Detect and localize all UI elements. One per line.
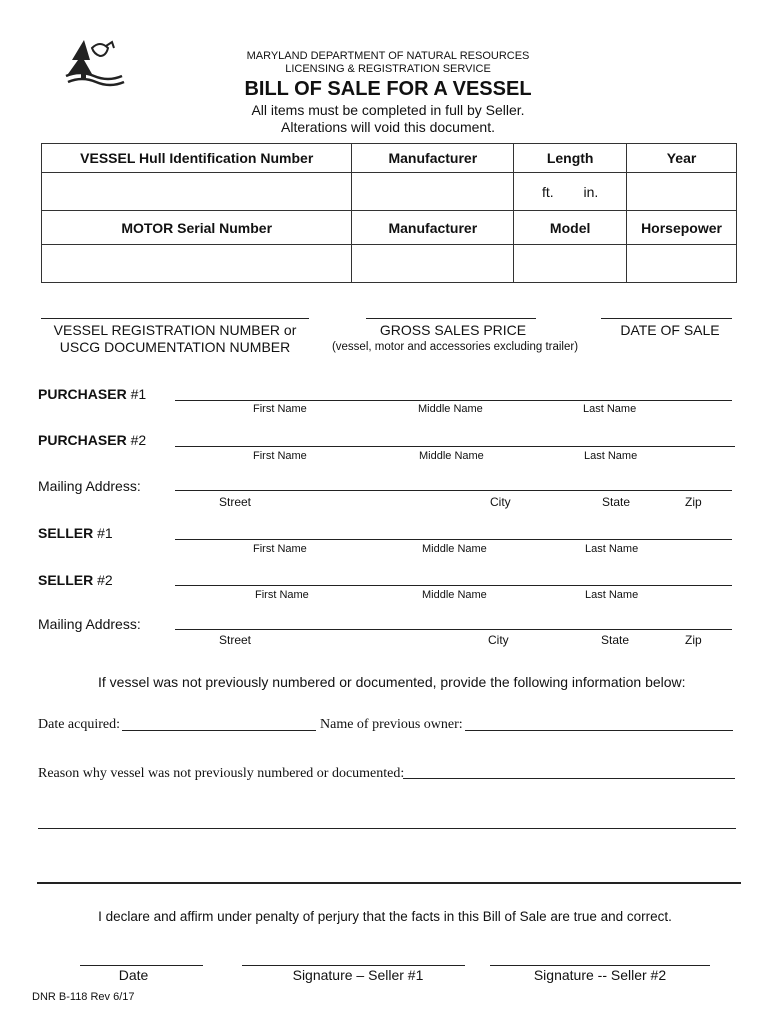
purchaser-city: City: [490, 495, 511, 509]
gross-price-label: GROSS SALES PRICE: [379, 322, 527, 338]
registration-label-2: USCG DOCUMENTATION NUMBER: [59, 339, 291, 355]
vessel-manufacturer-cell[interactable]: [352, 173, 514, 211]
motor-manufacturer-cell[interactable]: [352, 245, 514, 283]
purchaser-1-last: Last Name: [583, 403, 637, 415]
purchaser-2-last: Last Name: [584, 450, 638, 462]
reason-line[interactable]: [403, 778, 735, 779]
motor-serial-cell[interactable]: [42, 245, 352, 283]
date-of-sale-label: DATE OF SALE: [620, 322, 720, 338]
motor-serial-input[interactable]: [42, 255, 355, 272]
purchaser-state: State: [602, 495, 631, 509]
seller-2-signature-label: Signature -- Seller #2: [533, 967, 667, 983]
seller-mailing-line[interactable]: [175, 629, 732, 630]
purchaser-street: Street: [219, 495, 252, 509]
seller-1-signature-label: Signature – Seller #1: [292, 967, 424, 983]
model-header: Model: [514, 211, 627, 245]
instruction-line-2: Alterations will void this document.: [281, 119, 495, 135]
motor-manufacturer-input[interactable]: [352, 255, 517, 272]
motor-manufacturer-header: Manufacturer: [352, 211, 514, 245]
seller-2-line[interactable]: [175, 585, 732, 586]
seller-state: State: [601, 633, 630, 647]
hull-id-cell[interactable]: [42, 173, 352, 211]
gross-price-note: (vessel, motor and accessories excluding trailer): [331, 341, 579, 353]
seller-zip: Zip: [685, 633, 702, 647]
purchaser-1-label: PURCHASER #1: [38, 386, 147, 402]
seller-1-last: Last Name: [585, 543, 639, 555]
previous-owner-line[interactable]: [465, 730, 733, 731]
seller-2-signature-line[interactable]: [490, 965, 710, 966]
section-divider: [37, 882, 741, 884]
prior-info-intro: If vessel was not previously numbered or documented, provide the following information below:: [98, 674, 686, 690]
previous-owner-label: Name of previous owner:: [320, 717, 463, 732]
form-id: DNR B-118 Rev 6/17: [32, 991, 135, 1003]
horsepower-input[interactable]: [627, 255, 740, 272]
page-title: BILL OF SALE FOR A VESSEL: [244, 78, 532, 100]
seller-1-middle: Middle Name: [422, 543, 487, 555]
date-signature-line[interactable]: [80, 965, 203, 966]
seller-1-signature-line[interactable]: [242, 965, 465, 966]
length-ft-label: ft.: [541, 183, 554, 200]
vessel-motor-table: [41, 143, 737, 283]
date-signature-label: Date: [118, 967, 149, 983]
purchaser-mailing-line[interactable]: [175, 490, 732, 491]
gross-price-line[interactable]: [366, 318, 536, 319]
purchaser-2-middle: Middle Name: [419, 450, 484, 462]
declaration-text: I declare and affirm under penalty of perjury that the facts in this Bill of Sale are true and correct.: [98, 909, 672, 924]
length-in-label: in.: [583, 183, 599, 200]
model-cell[interactable]: [514, 245, 627, 283]
registration-number-line[interactable]: [41, 318, 309, 319]
motor-serial-header: MOTOR Serial Number: [42, 211, 352, 245]
reason-line-2[interactable]: [38, 828, 736, 829]
purchaser-1-middle: Middle Name: [418, 403, 483, 415]
date-of-sale-line[interactable]: [601, 318, 732, 319]
purchaser-zip: Zip: [685, 495, 702, 509]
instruction-line-1: All items must be completed in full by Seller.: [251, 102, 525, 118]
length-cell[interactable]: [514, 173, 627, 211]
purchaser-2-line[interactable]: [175, 446, 735, 447]
seller-2-first: First Name: [255, 589, 309, 601]
seller-mailing-label: Mailing Address:: [38, 616, 141, 632]
hull-id-input[interactable]: [42, 183, 355, 200]
service-name: LICENSING & REGISTRATION SERVICE: [285, 63, 491, 75]
seller-2-middle: Middle Name: [422, 589, 487, 601]
length-header: Length: [514, 144, 627, 173]
year-input[interactable]: [627, 183, 740, 200]
year-header: Year: [627, 144, 737, 173]
horsepower-header: Horsepower: [627, 211, 737, 245]
seller-1-label: SELLER #1: [38, 525, 113, 541]
purchaser-2-first: First Name: [253, 450, 307, 462]
seller-2-label: SELLER #2: [38, 572, 113, 588]
seller-2-last: Last Name: [585, 589, 639, 601]
horsepower-cell[interactable]: [627, 245, 737, 283]
reason-label: Reason why vessel was not previously numbered or documented:: [38, 766, 405, 781]
hull-id-header: VESSEL Hull Identification Number: [42, 144, 352, 173]
seller-1-first: First Name: [253, 543, 307, 555]
tree-wave-logo-icon: [62, 38, 128, 88]
seller-city: City: [488, 633, 509, 647]
purchaser-1-first: First Name: [253, 403, 307, 415]
date-acquired-line[interactable]: [122, 730, 316, 731]
purchaser-1-line[interactable]: [175, 400, 732, 401]
model-input[interactable]: [514, 255, 630, 272]
agency-name: MARYLAND DEPARTMENT OF NATURAL RESOURCES: [246, 50, 530, 62]
date-acquired-label: Date acquired:: [38, 717, 121, 732]
seller-1-line[interactable]: [175, 539, 732, 540]
purchaser-mailing-label: Mailing Address:: [38, 478, 141, 494]
year-cell[interactable]: [627, 173, 737, 211]
vessel-manufacturer-input[interactable]: [352, 183, 517, 200]
seller-street: Street: [219, 633, 252, 647]
registration-label-1: VESSEL REGISTRATION NUMBER or: [53, 322, 297, 338]
purchaser-2-label: PURCHASER #2: [38, 432, 147, 448]
dnr-logo: [62, 38, 128, 88]
vessel-manufacturer-header: Manufacturer: [352, 144, 514, 173]
